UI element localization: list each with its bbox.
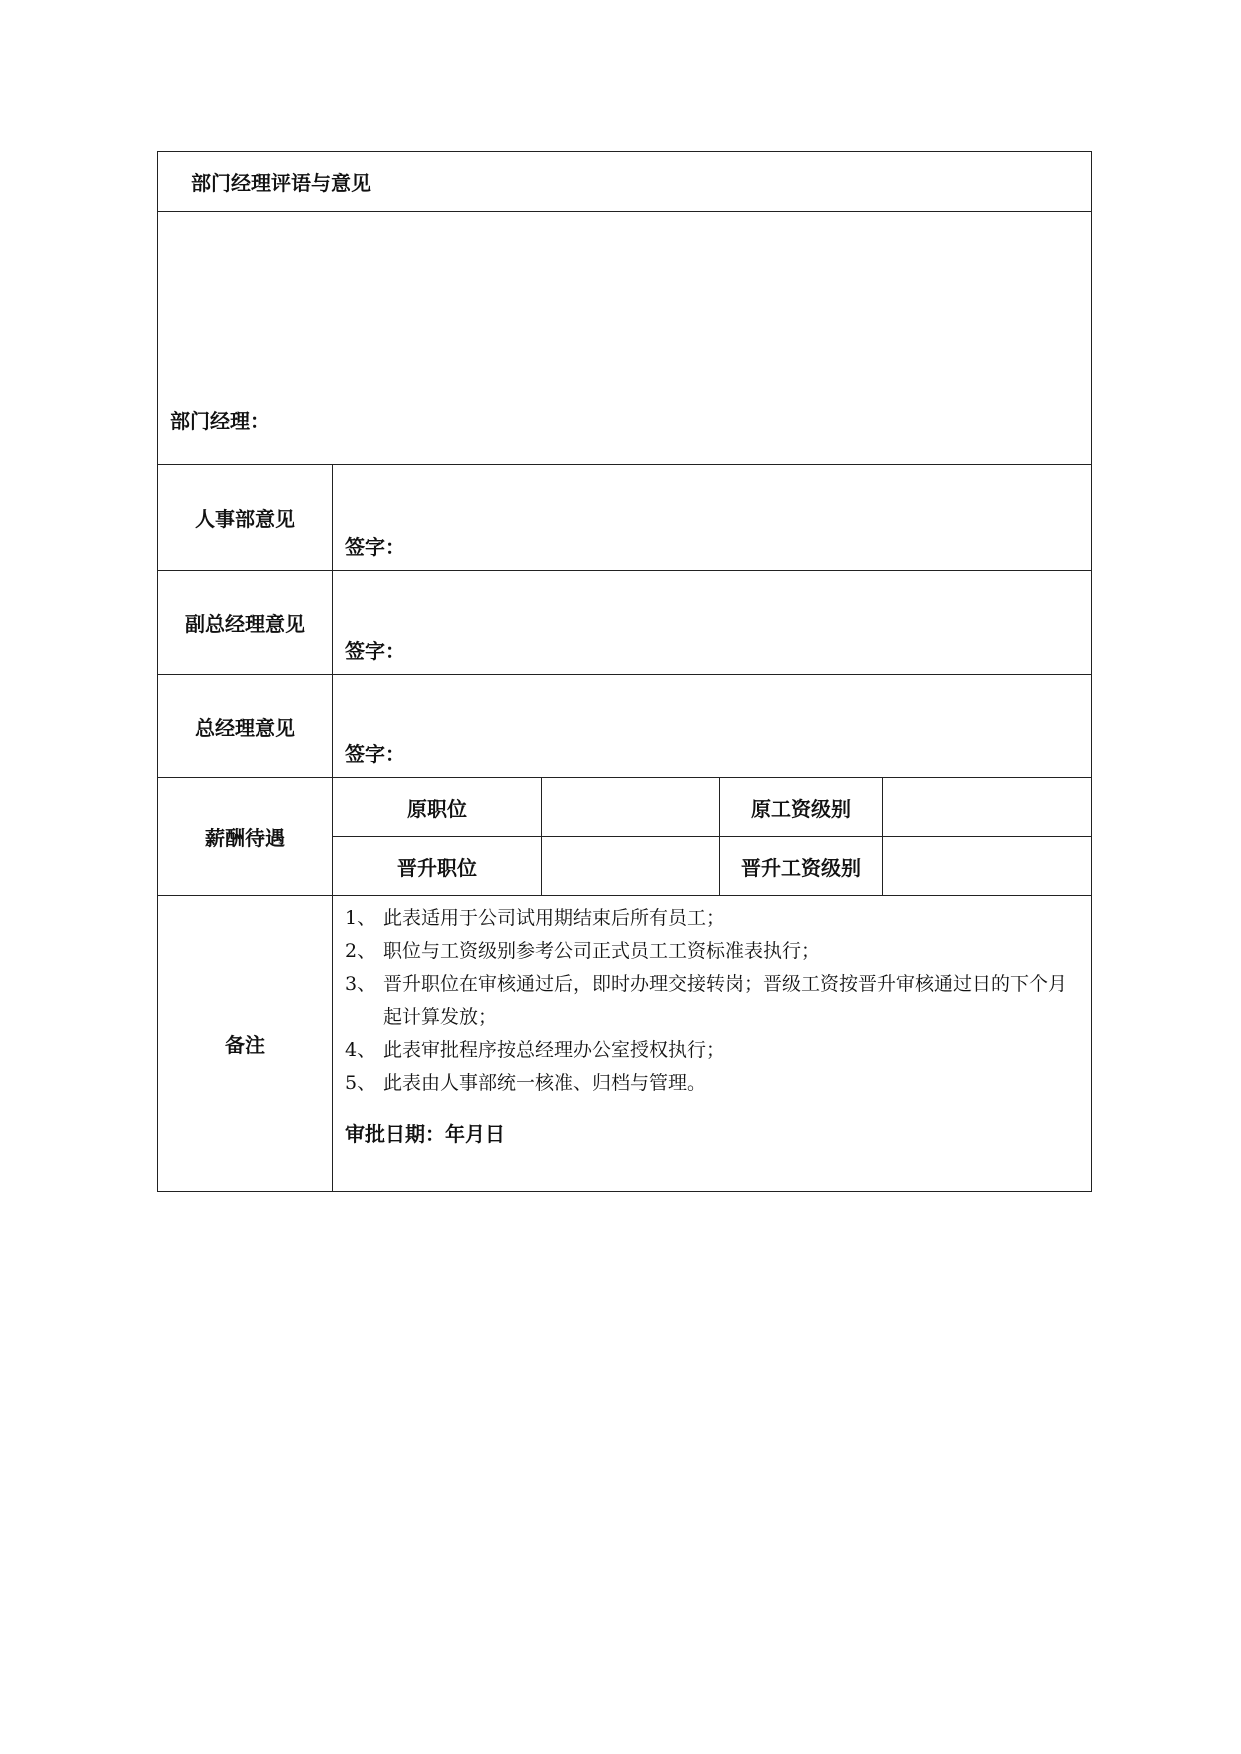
gm-opinion-field[interactable] (333, 675, 1091, 777)
note-number: 3、 (345, 973, 377, 995)
hr-signature-label: 签字： (345, 535, 405, 559)
note-text: 此表适用于公司试用期结束后所有员工； (383, 907, 726, 929)
gm-opinion-row (158, 674, 1091, 777)
vp-opinion-label: 副总经理意见 (158, 571, 333, 674)
vp-signature-label: 签字： (345, 639, 405, 663)
approval-date-label: 审批日期：年月日 (345, 1122, 505, 1146)
notes-label: 备注 (158, 896, 333, 1191)
note-text: 此表由人事部统一核准、归档与管理。 (383, 1072, 707, 1094)
new-position-field[interactable] (541, 837, 719, 895)
salary-grid (333, 778, 1091, 895)
notes-content (333, 896, 1091, 1191)
dept-comment-title-row (158, 152, 1091, 211)
vp-opinion-field[interactable] (333, 571, 1091, 674)
note-text: 此表审批程序按总经理办公室授权执行； (383, 1039, 726, 1061)
vp-opinion-row (158, 570, 1091, 674)
note-item (345, 935, 1081, 968)
hr-opinion-field[interactable] (333, 465, 1091, 570)
notes-row (158, 895, 1091, 1191)
note-text: 晋升职位在审核通过后，即时办理交接转岗；晋级工资按晋升审核通过日的下个月起计算发放； (383, 973, 1068, 1028)
note-number: 4、 (345, 1039, 377, 1061)
hr-opinion-label: 人事部意见 (158, 465, 333, 570)
orig-position-label: 原职位 (407, 796, 467, 821)
dept-comment-area[interactable] (158, 211, 1091, 464)
promotion-approval-form (157, 151, 1092, 1192)
note-item (345, 902, 1081, 935)
gm-opinion-label: 总经理意见 (158, 675, 333, 777)
note-item (345, 968, 1081, 1034)
salary-original-row (333, 778, 1091, 836)
note-item (345, 1067, 1081, 1100)
note-number: 2、 (345, 940, 377, 962)
dept-manager-label: 部门经理： (170, 409, 270, 433)
salary-promotion-row (333, 836, 1091, 895)
dept-comment-title: 部门经理评语与意见 (191, 171, 371, 195)
note-item (345, 1034, 1081, 1067)
orig-level-field[interactable] (882, 778, 1091, 836)
note-number: 1、 (345, 907, 377, 929)
salary-row (158, 777, 1091, 895)
orig-position-field[interactable] (541, 778, 719, 836)
orig-level-label: 原工资级别 (719, 778, 882, 836)
salary-label: 薪酬待遇 (158, 778, 333, 895)
new-level-label: 晋升工资级别 (719, 837, 882, 895)
note-number: 5、 (345, 1072, 377, 1094)
hr-opinion-row (158, 464, 1091, 570)
new-position-label: 晋升职位 (397, 855, 477, 880)
note-text: 职位与工资级别参考公司正式员工工资标准表执行； (383, 940, 821, 962)
new-level-field[interactable] (882, 837, 1091, 895)
gm-signature-label: 签字： (345, 742, 405, 766)
